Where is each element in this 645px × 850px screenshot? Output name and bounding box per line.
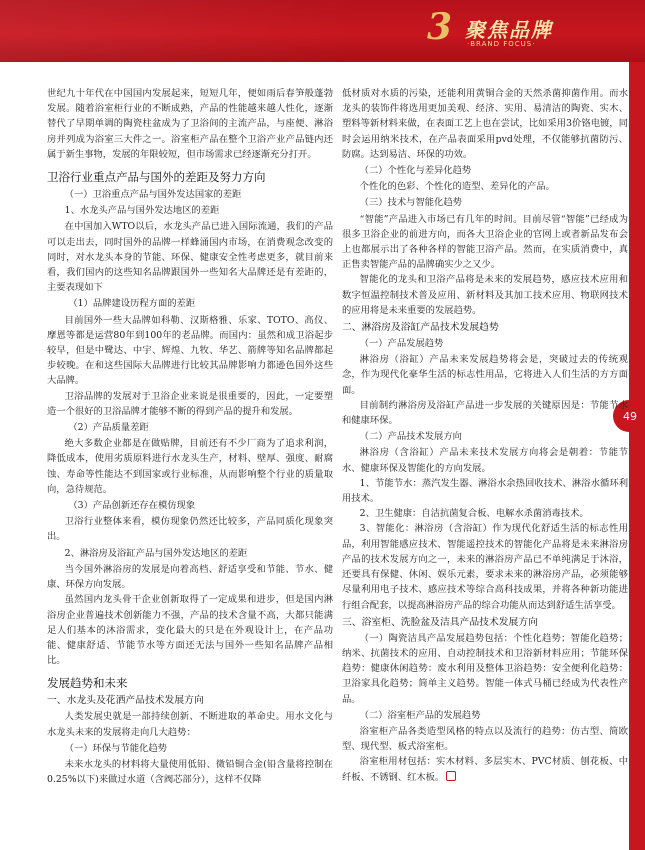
paragraph: 浴室柜产品各类造型风格的特点以及流行的趋势：仿古型、简欧型、现代型、板式浴室柜。 <box>342 725 628 753</box>
header-gradient <box>0 0 360 62</box>
item-heading: （一）环保与节能化趋势 <box>64 742 167 754</box>
item-heading: （2）产品质量差距 <box>68 422 149 434</box>
logo-numeral: 3 <box>427 6 453 48</box>
item-heading: （三）技术与智能化趋势 <box>359 197 462 209</box>
paragraph: 卫浴品牌的发展对于卫浴企业来说是很重要的，因此，一定要塑造一个很好的卫浴品牌才能够不断的得到产品的提升和发展。 <box>47 390 333 417</box>
item-heading: （一）产品发展趋势 <box>359 338 444 350</box>
subsection-heading: 一、水龙头及花洒产品技术发展方向 <box>47 695 204 707</box>
paragraph: 卫浴行业整体来看，模仿现象仍然还比较多，产品同质化现象突出。 <box>47 516 333 543</box>
paragraph: 虽然国内龙头骨干企业创新取得了一定成果和进步，但是国内淋浴房企业普遍技术创新能力不强，产品的技术含量不高，大都只能满足人们基本的沐浴需求，变化最大的只是在外观设计上，在产品功能、健康舒适、节能节水等方面还无法与国外一些知名品牌产品相比。 <box>47 594 333 667</box>
subsection-heading: 二、淋浴房及浴缸产品技术发展趋势 <box>342 322 499 334</box>
paragraph: 淋浴房（含浴缸）产品未来技术发展方向将会是朝着：节能节水、健康环保及智能化的方向发展。 <box>342 447 628 474</box>
item-heading: （二）浴室柜产品的发展趋势 <box>359 709 481 721</box>
paragraph: 淋浴房（浴缸）产品未来发展趋势将会是，突破过去的传统观念，作为现代化豪华生活的标志性用品，它将进入人们生活的方方面面。 <box>342 354 628 396</box>
paragraph: （一）陶瓷洁具产品发展趋势包括：个性化趋势；智能化趋势；纳米、抗菌技术的应用、自动控制技术和卫浴新材料应用；节能环保趋势：健康休闲趋势：废水利用及整体卫浴趋势：安全便利化趋势：卫浴家具化趋势；简单主义趋势。智能一体式马桶已经成为代表性产品。 <box>342 632 628 705</box>
logo-subtext: ·BRAND FOCUS· <box>467 40 536 48</box>
paragraph: 目前制约淋浴房及浴缸产品进一步发展的关键原因是：节能节水和健康环保。 <box>342 399 628 427</box>
end-of-article-icon <box>446 771 456 781</box>
section-heading: 卫浴行业重点产品与国外的差距及努力方向 <box>47 170 266 185</box>
item-heading: 1、水龙头产品与国外发达地区的差距 <box>64 205 220 217</box>
left-column <box>47 86 333 787</box>
paragraph: 绝大多数企业都是在做贴牌，目前还有不少厂商为了追求利润，降低成本，使用劣质原料进行水龙头生产，材料、壁厚、强度、耐腐蚀、寿命等性能达不到国家或行业标准，从而影响整个行业的质量取向，急待规范。 <box>47 438 333 495</box>
paragraph: 低材质对水质的污染，还能利用黄铜合金的天然杀菌抑菌作用。而水龙头的装饰件将选用更加美观、经济、实用、易清洁的陶瓷、实木、塑料等新材料来做，在表面工艺上也在尝试，比如采用3价铬电镀，同时会运用纳米技术，在产品表面采用pvd处理，不仅能够抗菌防污、防腐。达到易洁、环保的功效。 <box>342 88 628 160</box>
right-edge-strip <box>629 62 645 850</box>
paragraph: 3、智能化：淋浴房（含浴缸）作为现代化舒适生活的标志性用品，利用智能感应技术、智能遥控技术的智能化产品将是未来淋浴房产品的技术发展方向之一，未来的淋浴房产品已不单纯满足于沐浴，还要具有保健、休闲、娱乐元素，要求未来的淋浴房产品，必须能够尽量利用电子技术、感应技术等综合高科技成果，并将各种新功能进行组合配套，以提高淋浴房产品的综合功能从而达到舒适生活享受。 <box>342 523 628 611</box>
magazine-logo <box>427 6 627 56</box>
item-heading: （3）产品创新还存在模仿现象 <box>68 500 196 512</box>
item-heading: （一）卫浴重点产品与国外发达国家的差距 <box>64 189 242 201</box>
item-heading: （1）品牌建设历程方面的差距 <box>68 298 196 310</box>
paragraph: 未来水龙头的材料将大量使用低铅、微铅铜合金(铅含量将控制在0.25%以下)来做过水道（含阀芯部分），这样不仅降 <box>47 758 333 786</box>
paragraph: 当今国外淋浴房的发展是向着高档、舒适享受和节能、节水、健康、环保方向发展。 <box>47 563 333 591</box>
paragraph: 1、节能节水：蒸汽发生器、淋浴水余热回收技术、淋浴水循环利用技术。 <box>342 477 628 505</box>
subsection-heading: 三、浴室柜、洗脸盆及洁具产品技术发展方向 <box>342 616 538 628</box>
right-column <box>342 86 628 785</box>
paragraph: 目前国外一些大品牌如科勒、汉斯格雅、乐家、TOTO、高仪、摩恩等都是运营80年到100年的老品牌。而国内：虽然和成卫浴起步较早，但是中鹭达、中宇、辉煌、九牧、华艺、箭牌等知名品牌都起步较晚。在和这些国际大品牌进行比较其品牌影响力都逊色国外这些大品牌。 <box>47 314 333 387</box>
item-heading: （二）产品技术发展方向 <box>359 431 462 443</box>
logo-text: 聚焦品牌 <box>465 18 553 42</box>
section-heading: 发展趋势和未来 <box>47 676 128 691</box>
paragraph: “智能”产品进入市场已有几年的时间。目前尽管“智能”已经成为很多卫浴企业的前进方向，而各大卫浴企业的官网上或者新品发布会上也都展示出了各种各样的智能卫浴产品。然而，在实质消费中，真正售卖智能产品的品牌确实少之又少。 <box>342 213 628 271</box>
page-number: 49 <box>613 400 645 432</box>
paragraph: 人类发展史就是一部持续创新、不断进取的革命史。用水文化与水龙头未来的发展将走向几大趋势： <box>47 711 333 738</box>
paragraph: 智能化的龙头和卫浴产品将是未来的发展趋势，感应技术应用和数字恒温控制技术普及应用、新材料及其加工技术应用、物联网技术的应用将是未来重要的发展趋势。 <box>342 274 628 316</box>
paragraph: 浴室柜用材包括：实木材料、多层实木、PVC材质、刨花板、中纤板、不锈钢、红木板。 <box>342 756 628 783</box>
header-band <box>0 0 645 62</box>
item-heading: （二）个性化与差异化趋势 <box>359 165 472 177</box>
paragraph: 在中国加入WTO以后，水龙头产品已进入国际流通，我们的产品可以走出去，同时国外的品牌一样蜂涌国内市场，在消费观念改变的同时，对水龙头本身的节能、环保、健康安全性考虑更多，就目前来看，我们国内的这些知名品牌跟国外一些知名大品牌还是有差距的，主要表现如下 <box>47 221 333 294</box>
paragraph: 个性化的色彩、个性化的造型、差异化的产品。 <box>359 181 555 193</box>
item-heading: 2、淋浴房及浴缸产品与国外发达地区的差距 <box>64 547 248 559</box>
paragraph: 2、卫生健康：自洁抗菌复合板、电解水杀菌消毒技术。 <box>359 508 589 520</box>
paragraph: 世纪九十年代在中国国内发展起来，短短几年，便如雨后春笋般蓬勃发展。随着浴室柜行业的不断成熟，产品的性能越来越人性化，逐渐替代了早期单调的陶瓷柱盆成为了卫浴间的主流产品，与座便、淋浴房并列成为浴室三大件之一。浴室柜产品在整个卫浴产业产品链内还属于新生事物，发展的年限较短，但市场需求已经逐渐充分打开。 <box>47 88 333 160</box>
